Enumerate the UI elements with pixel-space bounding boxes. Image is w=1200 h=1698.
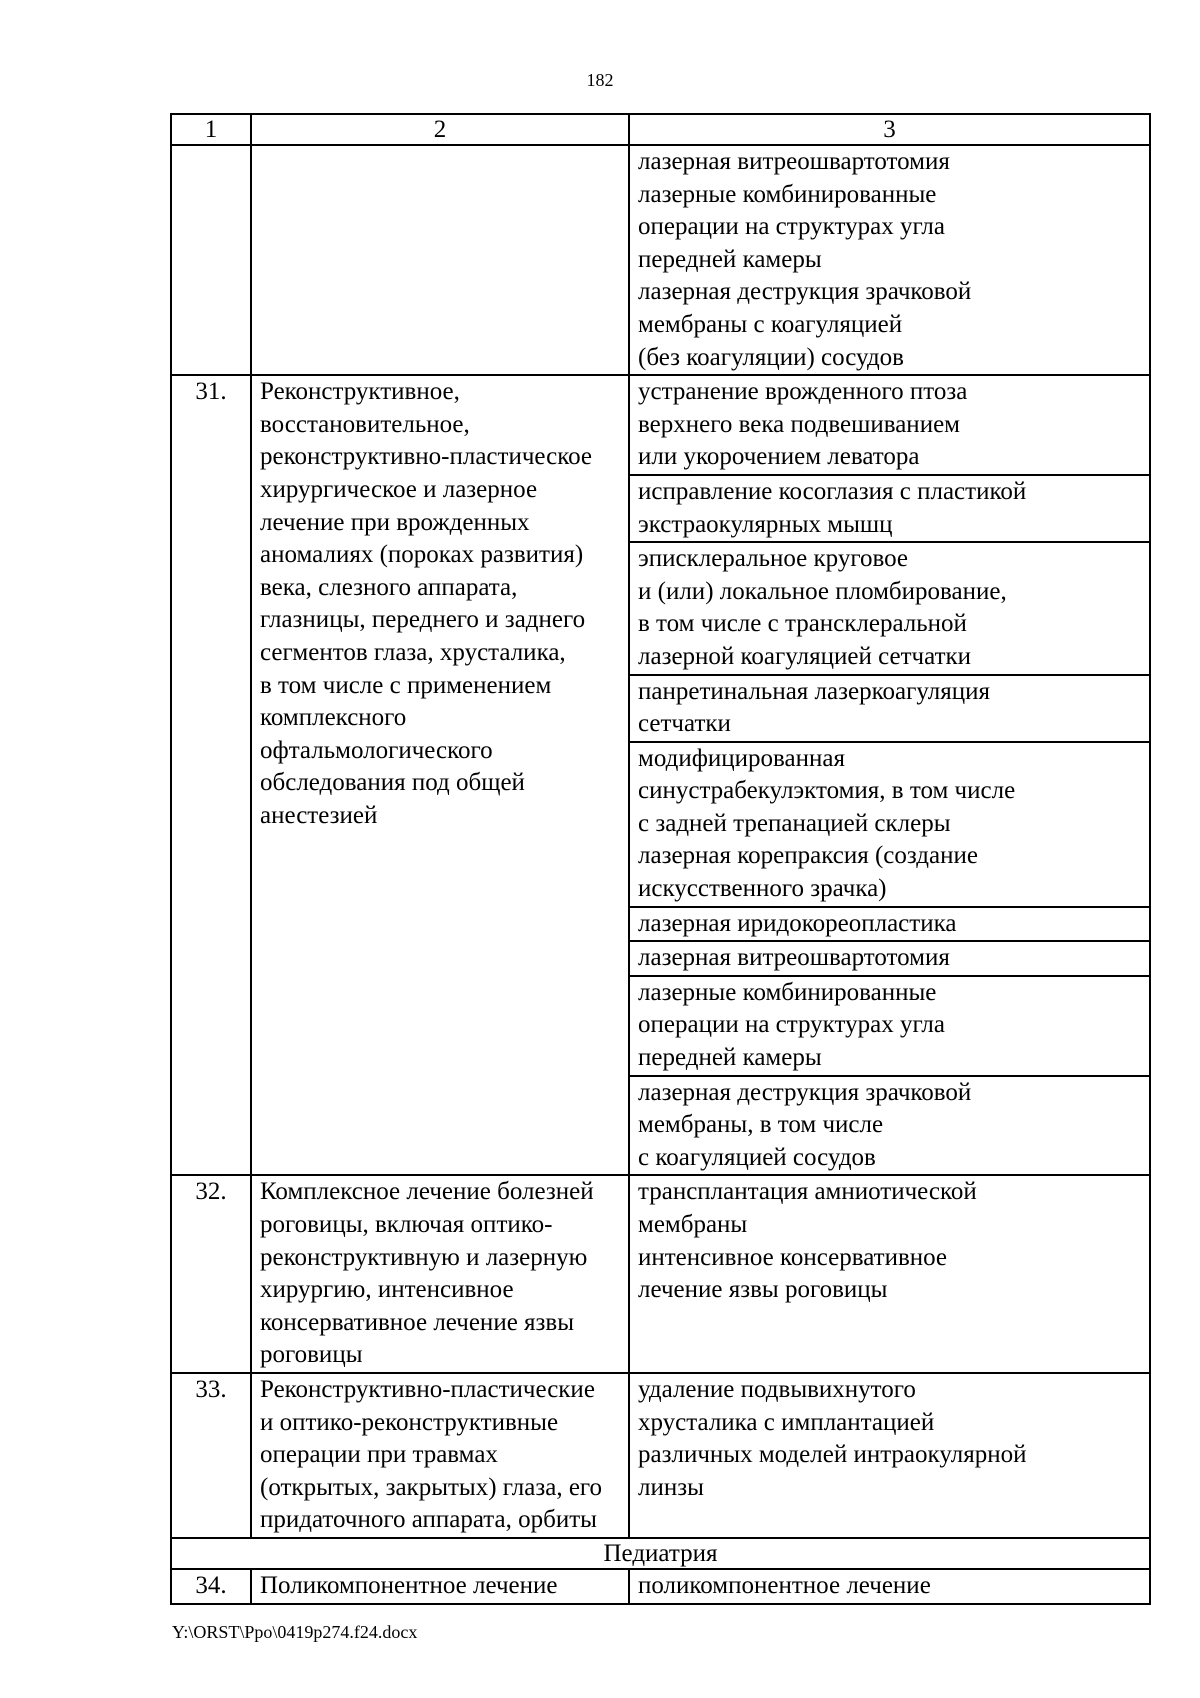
procedure-line: панретинальная лазеркоагуляция xyxy=(638,677,990,705)
procedure-line: искусственного зрачка) xyxy=(638,875,887,903)
procedure-line: в том числе с трансклеральной xyxy=(638,610,967,638)
row-description xyxy=(251,1373,629,1538)
header-col-1: 1 xyxy=(171,114,251,145)
description-line: анестезией xyxy=(260,801,378,829)
procedure-line: линзы xyxy=(638,1473,704,1501)
table-row xyxy=(171,1569,1150,1604)
procedure-line: передней камеры xyxy=(638,245,822,273)
document-table xyxy=(170,113,1151,1605)
procedure-line: и (или) локальное пломбирование, xyxy=(638,577,1007,605)
description-line: в том числе с применением xyxy=(260,671,552,699)
procedure-line: мембраны с коагуляцией xyxy=(638,310,903,338)
row-description xyxy=(251,375,629,1175)
procedure-item xyxy=(630,975,1149,1075)
description-line: обследования под общей xyxy=(260,769,525,797)
procedure-item xyxy=(630,741,1149,906)
procedure-line: лазерная корепраксия (создание xyxy=(638,842,978,870)
row-description xyxy=(251,145,629,375)
procedure-line: исправление косоглазия с пластикой xyxy=(638,477,1027,505)
description-line: и оптико-реконструктивные xyxy=(260,1408,559,1436)
section-title: Педиатрия xyxy=(171,1538,1150,1569)
procedure-item xyxy=(630,1176,1149,1306)
description-line: Поликомпонентное лечение xyxy=(260,1571,558,1599)
row-number: 33. xyxy=(171,1373,251,1538)
procedure-item xyxy=(630,1374,1149,1504)
description-line: консервативное лечение язвы xyxy=(260,1308,575,1336)
procedure-item xyxy=(630,940,1149,975)
description-line: (открытых, закрытых) глаза, его xyxy=(260,1473,603,1501)
procedure-line: лазерная деструкция зрачковой xyxy=(638,1078,972,1106)
description-line: восстановительное, xyxy=(260,410,470,438)
procedure-item xyxy=(630,541,1149,673)
description-line: века, слезного аппарата, xyxy=(260,573,518,601)
description-line: хирургическое и лазерное xyxy=(260,475,538,503)
procedure-line: экстраокулярных мышц xyxy=(638,510,893,538)
row-procedures xyxy=(629,145,1150,375)
row-procedures xyxy=(629,1373,1150,1538)
procedure-line: (без коагуляции) сосудов xyxy=(638,343,904,371)
procedure-item xyxy=(630,906,1149,941)
procedure-item xyxy=(630,474,1149,541)
row-description xyxy=(251,1569,629,1604)
procedure-item xyxy=(630,1570,1149,1603)
procedure-line: поликомпонентное лечение xyxy=(638,1571,931,1599)
page-number: 182 xyxy=(586,70,614,90)
file-path-footer: Y:\ORST\Ppo\0419p274.f24.docx xyxy=(172,1622,418,1642)
procedure-line: верхнего века подвешиванием xyxy=(638,410,960,438)
header-col-2: 2 xyxy=(251,114,629,145)
row-number xyxy=(171,145,251,375)
procedure-line: операции на структурах угла xyxy=(638,213,945,241)
row-number: 32. xyxy=(171,1175,251,1373)
description-line: Комплексное лечение болезней xyxy=(260,1178,594,1206)
procedure-line: с задней трепанацией склеры xyxy=(638,809,951,837)
procedure-line: различных моделей интраокулярной xyxy=(638,1441,1027,1469)
row-number: 34. xyxy=(171,1569,251,1604)
procedure-line: сетчатки xyxy=(638,710,731,738)
description-line: хирургию, интенсивное xyxy=(260,1276,514,1304)
procedure-line: лазерной коагуляцией сетчатки xyxy=(638,642,972,670)
procedure-line: лазерные комбинированные xyxy=(638,180,937,208)
description-line: роговицы xyxy=(260,1341,363,1369)
description-line: операции при травмах xyxy=(260,1441,498,1469)
description-line: Реконструктивно-пластические xyxy=(260,1375,595,1403)
description-line: реконструктивную и лазерную xyxy=(260,1243,588,1271)
procedure-line: эписклеральное круговое xyxy=(638,545,909,573)
procedure-item xyxy=(630,1075,1149,1175)
procedure-line: лазерная иридокореопластика xyxy=(638,909,957,937)
row-number: 31. xyxy=(171,375,251,1175)
procedure-line: интенсивное консервативное xyxy=(638,1243,948,1271)
procedure-line: синустрабекулэктомия, в том числе xyxy=(638,777,1016,805)
table-row xyxy=(171,1373,1150,1538)
procedure-line: хрусталика с имплантацией xyxy=(638,1408,935,1436)
procedure-item xyxy=(630,674,1149,741)
table-header-row xyxy=(171,114,1150,145)
procedure-line: лазерная деструкция зрачковой xyxy=(638,278,972,306)
procedure-line: лечение язвы роговицы xyxy=(638,1276,888,1304)
procedure-line: передней камеры xyxy=(638,1044,822,1072)
procedure-line: или укорочением леватора xyxy=(638,443,920,471)
description-line: роговицы, включая оптико- xyxy=(260,1211,553,1238)
procedure-line: операции на структурах угла xyxy=(638,1011,945,1039)
procedure-line: лазерная витреошвартотомия xyxy=(638,148,950,175)
description-line: сегментов глаза, хрусталика, xyxy=(260,638,566,666)
table-row xyxy=(171,1175,1150,1373)
description-line: придаточного аппарата, орбиты xyxy=(260,1506,597,1534)
procedure-line: лазерная витреошвартотомия xyxy=(638,944,950,972)
row-procedures xyxy=(629,375,1150,1175)
description-line: комплексного xyxy=(260,704,407,732)
procedure-line: трансплантация амниотической xyxy=(638,1178,977,1206)
section-row xyxy=(171,1538,1150,1569)
procedure-item xyxy=(630,146,1149,374)
procedure-item xyxy=(630,376,1149,474)
table-row xyxy=(171,145,1150,375)
procedure-line: устранение врожденного птоза xyxy=(638,378,968,406)
procedure-line: удаление подвывихнутого xyxy=(638,1375,916,1403)
description-line: офтальмологического xyxy=(260,736,493,764)
row-procedures xyxy=(629,1175,1150,1373)
table-row xyxy=(171,375,1150,1175)
description-line: Реконструктивное, xyxy=(260,378,460,406)
description-line: глазницы, переднего и заднего xyxy=(260,606,586,634)
row-procedures xyxy=(629,1569,1150,1604)
description-line: лечение при врожденных xyxy=(260,508,530,536)
row-description xyxy=(251,1175,629,1373)
procedure-line: модифицированная xyxy=(638,744,845,772)
procedure-line: мембраны xyxy=(638,1211,748,1238)
procedure-line: с коагуляцией сосудов xyxy=(638,1143,876,1171)
procedure-line: лазерные комбинированные xyxy=(638,978,937,1006)
header-col-3: 3 xyxy=(629,114,1150,145)
description-line: аномалиях (пороках развития) xyxy=(260,541,584,569)
procedure-line: мембраны, в том числе xyxy=(638,1111,884,1139)
description-line: реконструктивно-пластическое xyxy=(260,443,592,471)
